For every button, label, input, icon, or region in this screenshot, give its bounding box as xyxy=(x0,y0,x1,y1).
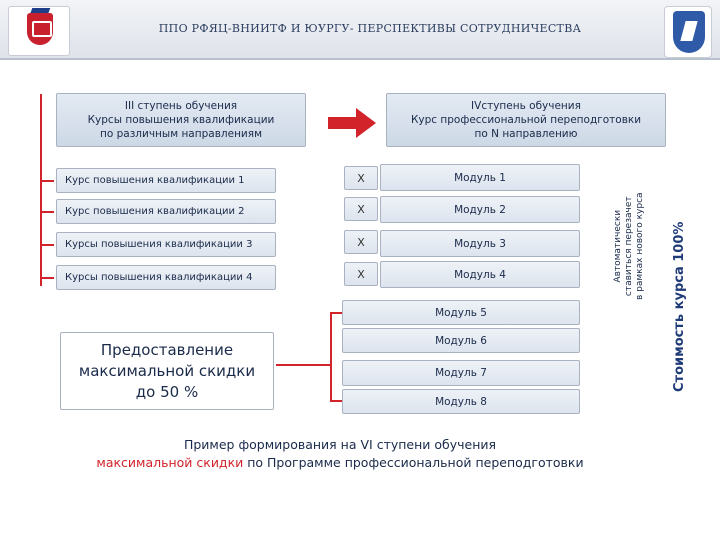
red-arrow-icon xyxy=(328,108,376,138)
stage-4-header xyxy=(386,93,666,147)
module-5: Модуль 5 xyxy=(342,300,580,325)
page-title: ППО РФЯЦ-ВНИИТФ И ЮУРГУ- ПЕРСПЕКТИВЫ СОТРУДНИЧЕСТВА xyxy=(158,22,582,35)
caption-highlight: максимальной скидки xyxy=(96,455,244,470)
modules-bracket-vertical xyxy=(330,312,332,402)
discount-line1: Предоставление xyxy=(100,340,234,359)
institute-shield-logo xyxy=(664,6,712,58)
modules-bracket-bottom xyxy=(330,400,342,402)
credit-mark-4: X xyxy=(344,262,378,286)
module-1: Модуль 1 xyxy=(380,164,580,191)
module-3: Модуль 3 xyxy=(380,230,580,257)
stage-4-line1: IVступень обучения xyxy=(471,100,581,112)
auto-note-line2: ставиться перезачет xyxy=(624,196,634,297)
course-cost-label: Стоимость курса 100% xyxy=(672,221,687,392)
caption-line2 xyxy=(40,454,640,472)
module-7: Модуль 7 xyxy=(342,360,580,386)
discount-connector xyxy=(276,364,330,366)
left-connector-vertical xyxy=(40,94,42,286)
caption-rest: по Программе профессиональной переподготовки xyxy=(243,455,584,470)
module-2: Модуль 2 xyxy=(380,196,580,223)
modules-bracket-top xyxy=(330,312,342,314)
stage-3-line2: Курсы повышения квалификации xyxy=(87,114,275,126)
connector-course-4 xyxy=(40,277,54,279)
connector-course-1 xyxy=(40,180,54,182)
footer-blank xyxy=(0,482,720,540)
credit-mark-3: X xyxy=(344,230,378,254)
stage-4-line3: по N направлению xyxy=(474,128,578,140)
module-8: Модуль 8 xyxy=(342,389,580,414)
caption xyxy=(40,436,640,472)
discount-line2: максимальной скидки xyxy=(78,361,256,380)
connector-course-3 xyxy=(40,244,54,246)
auto-note-line1: Автоматически xyxy=(613,209,623,283)
course-item-1: Курс повышения квалификации 1 xyxy=(56,168,276,193)
course-item-4: Курсы повышения квалификации 4 xyxy=(56,265,276,290)
caption-line1: Пример формирования на VI ступени обучения xyxy=(183,437,497,452)
crest-icon xyxy=(27,13,53,45)
discount-line3: до 50 % xyxy=(135,382,199,401)
stage-3-line3: по различным направлениям xyxy=(99,128,262,140)
stage-3-line1: III ступень обучения xyxy=(124,100,238,112)
stage-3-header xyxy=(56,93,306,147)
credit-mark-2: X xyxy=(344,197,378,221)
auto-credit-note xyxy=(613,192,646,300)
stage-4-line2: Курс профессиональной переподготовки xyxy=(410,114,642,126)
auto-note-line3: в рамках нового курса xyxy=(635,192,645,300)
course-item-3: Курсы повышения квалификации 3 xyxy=(56,232,276,257)
connector-course-2 xyxy=(40,211,54,213)
credit-mark-1: X xyxy=(344,166,378,190)
module-4: Модуль 4 xyxy=(380,261,580,288)
header-bar xyxy=(0,0,720,60)
university-crest-logo xyxy=(8,6,70,56)
module-6: Модуль 6 xyxy=(342,328,580,353)
course-item-2: Курс повышения квалификации 2 xyxy=(56,199,276,224)
shield-icon xyxy=(673,11,705,53)
discount-box xyxy=(60,332,274,410)
